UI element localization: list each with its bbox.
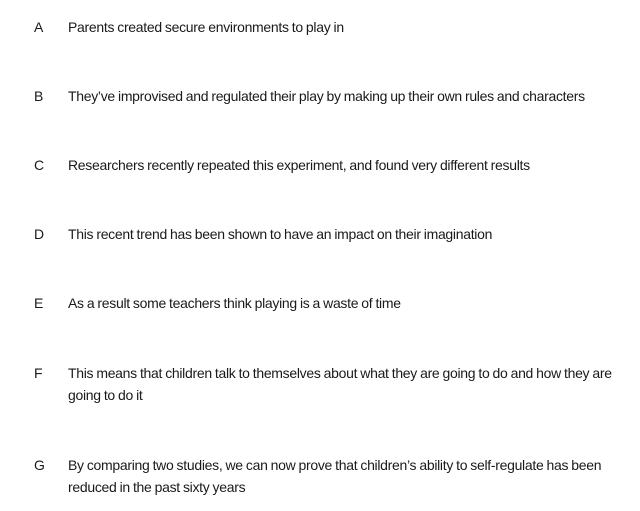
option-letter: E	[34, 295, 44, 311]
option-text: By comparing two studies, we can now prove that children’s ability to self-regulate has been reduced in the past sixty years	[68, 457, 602, 495]
option-letter: B	[34, 88, 44, 104]
option-letter: A	[34, 19, 44, 35]
option-letter: G	[34, 457, 45, 473]
option-text: This recent trend has been shown to have an impact on their imagination	[68, 226, 493, 242]
option-text: As a result some teachers think playing is a waste of time	[68, 295, 401, 311]
option-text: Parents created secure environments to play in	[68, 19, 344, 35]
option-letter: F	[34, 365, 43, 381]
option-letter: C	[34, 157, 45, 173]
option-letter: D	[34, 226, 45, 242]
option-text: They’ve improvised and regulated their play by making up their own rules and characters	[68, 88, 585, 104]
option-text: This means that children talk to themselves about what they are going to do and how they are going to do it	[68, 365, 612, 403]
option-text: Researchers recently repeated this experiment, and found very different results	[68, 157, 530, 173]
